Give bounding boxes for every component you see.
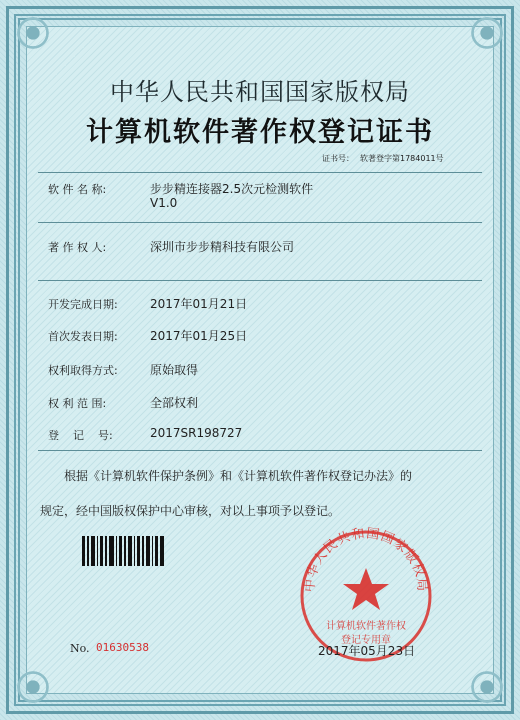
acquisition-method-value: 原始取得 bbox=[150, 363, 199, 377]
divider bbox=[38, 172, 482, 173]
certificate-title: 计算机软件著作权登记证书 bbox=[86, 117, 434, 148]
certificate-number-value: 软著登字第1784011号 bbox=[360, 154, 444, 163]
publish-date-label: 首次发表日期: bbox=[48, 330, 118, 343]
seal-inner-line-2: 登记专用章 bbox=[341, 635, 391, 646]
certificate-number-label: 证书号： bbox=[322, 154, 354, 163]
copyright-owner-value: 深圳市步步精科技有限公司 bbox=[150, 240, 295, 254]
software-name-label: 软 件 名 称: bbox=[48, 183, 107, 196]
corner-ornament-icon bbox=[10, 10, 56, 56]
statement-line-2: 规定，经中国版权保护中心审核，对以上事项予以登记。 bbox=[40, 504, 341, 518]
serial-number-value: 01630538 bbox=[96, 641, 149, 654]
serial-number-label: No. bbox=[70, 642, 90, 655]
divider bbox=[38, 450, 482, 451]
publish-date-value: 2017年01月25日 bbox=[150, 329, 248, 343]
corner-ornament-icon bbox=[464, 664, 510, 710]
divider bbox=[38, 280, 482, 281]
completion-date-value: 2017年01月21日 bbox=[150, 297, 248, 311]
software-version-value: V1.0 bbox=[150, 196, 178, 210]
registration-number-value: 2017SR198727 bbox=[150, 426, 243, 440]
rights-scope-value: 全部权利 bbox=[150, 396, 199, 410]
divider bbox=[38, 222, 482, 223]
corner-ornament-icon bbox=[10, 664, 56, 710]
certificate-number bbox=[322, 153, 444, 164]
rights-scope-label: 权 利 范 围: bbox=[48, 397, 107, 410]
statement-line-1: 根据《计算机软件保护条例》和《计算机软件著作权登记办法》的 bbox=[64, 469, 413, 483]
software-name-value: 步步精连接器2.5次元检测软件 bbox=[150, 182, 314, 196]
corner-ornament-icon bbox=[464, 10, 510, 56]
copyright-owner-label: 著 作 权 人: bbox=[48, 241, 107, 254]
seal-inner-line-1: 计算机软件著作权 bbox=[326, 621, 406, 632]
registration-number-label: 登 记 号: bbox=[48, 429, 113, 442]
issuing-authority: 中华人民共和国国家版权局 bbox=[110, 78, 410, 106]
completion-date-label: 开发完成日期: bbox=[48, 298, 118, 311]
seal-ring-text: 中华人民共和国国家版权局 bbox=[302, 526, 430, 593]
acquisition-method-label: 权利取得方式: bbox=[48, 364, 118, 377]
barcode-icon bbox=[82, 536, 164, 566]
issue-date: 2017年05月23日 bbox=[318, 644, 416, 658]
